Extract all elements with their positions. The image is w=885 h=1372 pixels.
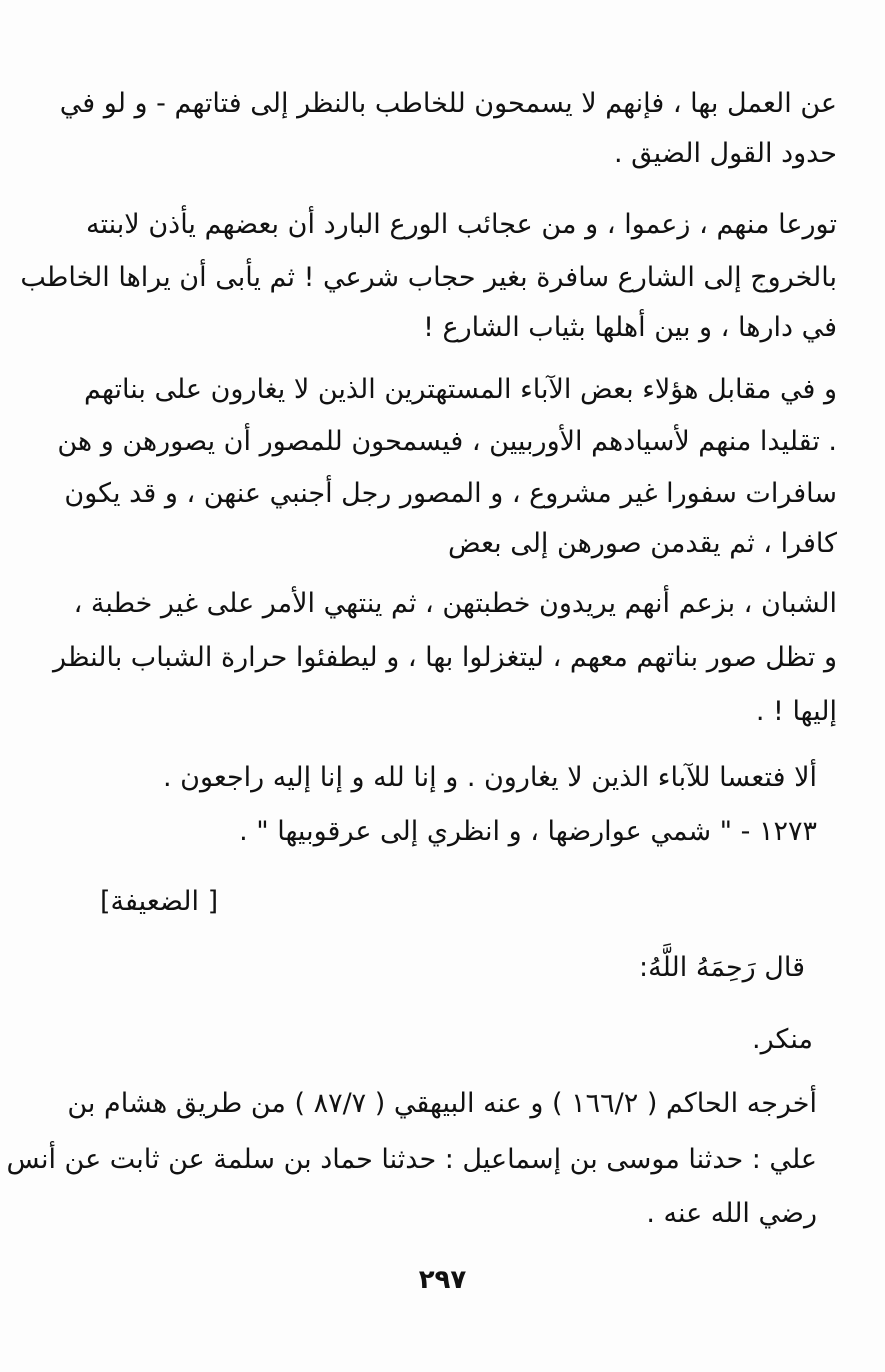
- paragraph-2-line-2: بالخروج إلى الشارع سافرة بغير حجاب شرعي ! ثم يأبى أن يراها الخاطب: [20, 262, 837, 293]
- paragraph-3-line-2: . تقليدا منهم لأسيادهم الأوربيين ، فيسمحون للمصور أن يصورهن و هن: [57, 426, 837, 457]
- paragraph-2-line-3: في دارها ، و بين أهلها بثياب الشارع !: [423, 312, 837, 343]
- takhrij-line-2: علي : حدثنا موسى بن إسماعيل : حدثنا حماد بن سلمة عن ثابت عن أنس: [6, 1144, 817, 1175]
- paragraph-4-line-3: إليها ! .: [755, 696, 837, 727]
- closing-line: ألا فتعسا للآباء الذين لا يغارون . و إنا لله و إنا إليه راجعون .: [162, 762, 817, 793]
- takhrij-line-3: رضي الله عنه .: [646, 1198, 817, 1229]
- paragraph-3-line-1: و في مقابل هؤلاء بعض الآباء المستهترين الذين لا يغارون على بناتهم: [84, 374, 837, 405]
- paragraph-2-line-1: تورعا منهم ، زعموا ، و من عجائب الورع البارد أن بعضهم يأذن لابنته: [86, 209, 837, 240]
- source-label: [ الضعيفة]: [100, 886, 219, 917]
- paragraph-4-line-1: الشبان ، بزعم أنهم يريدون خطبتهن ، ثم ينتهي الأمر على غير خطبة ،: [73, 588, 837, 619]
- verdict: منكر.: [751, 1024, 813, 1055]
- takhrij-line-1: أخرجه الحاكم ( ١٦٦/٢ ) و عنه البيهقي ( ٨٧/٧ ) من طريق هشام بن: [67, 1088, 817, 1119]
- paragraph-3-line-4: كافرا ، ثم يقدمن صورهن إلى بعض: [448, 528, 837, 559]
- paragraph-3-line-3: سافرات سفورا غير مشروع ، و المصور رجل أجنبي عنهن ، و قد يكون: [64, 478, 837, 509]
- hadith-heading: ١٢٧٣ - " شمي عوارضها ، و انظري إلى عرقوبيها " .: [239, 816, 817, 847]
- paragraph-1-line-1: عن العمل بها ، فإنهم لا يسمحون للخاطب بالنظر إلى فتاتهم - و لو في: [59, 88, 837, 119]
- page-number: ٢٩٧: [418, 1265, 467, 1295]
- paragraph-4-line-2: و تظل صور بناتهم معهم ، ليتغزلوا بها ، و ليطفئوا حرارة الشباب بالنظر: [53, 642, 837, 673]
- paragraph-1-line-2: حدود القول الضيق .: [613, 138, 837, 169]
- qala-label: قال رَحِمَهُ اللَّهُ:: [639, 952, 805, 983]
